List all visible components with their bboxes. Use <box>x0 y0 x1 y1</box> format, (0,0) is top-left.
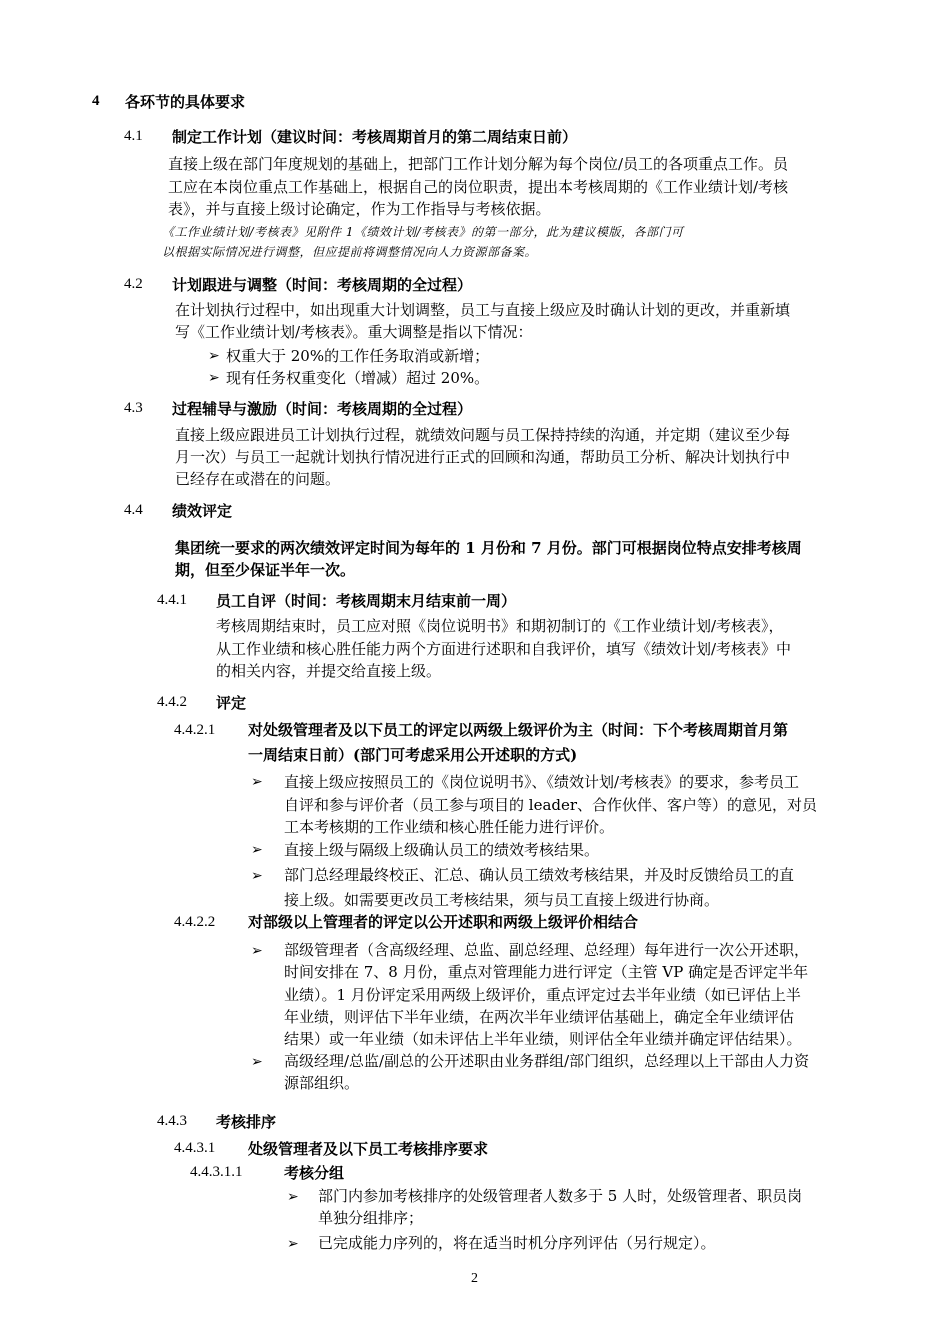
section-4-4-2-2-bullet-line: 结果）或一年业绩（如未评估上半年业绩，则评估全年业绩并确定评估结果）。 <box>284 1030 802 1048</box>
bullet-arrow-icon: ➢ <box>287 1189 299 1205</box>
section-4-1-note-line: 以根据实际情况进行调整，但应提前将调整情况向人力资源部备案。 <box>162 245 538 259</box>
section-4-4-2-2-bullet-line: 时间安排在 7、8 月份，重点对管理能力进行评定（主管 VP 确定是否评定半年 <box>284 963 809 981</box>
section-4-4-number: 4.4 <box>124 502 143 518</box>
section-4-4-1-title: 员工自评（时间：考核周期末月结束前一周） <box>216 592 517 610</box>
section-4-2-bullet: 现有任务权重变化（增减）超过 20%。 <box>226 369 490 387</box>
section-4-4-2-1-title-line: 对处级管理者及以下员工的评定以两级上级评价为主（时间：下个考核周期首月第 <box>248 721 789 739</box>
bullet-arrow-icon: ➢ <box>251 842 263 858</box>
bullet-arrow-icon: ➢ <box>251 868 263 884</box>
section-4-4-bold-line: 期，但至少保证半年一次。 <box>175 561 356 579</box>
section-4-1-title: 制定工作计划（建议时间：考核周期首月的第二周结束日前） <box>172 128 578 146</box>
bullet-arrow-icon: ➢ <box>251 774 263 790</box>
section-4-4-2-1-bullet-line: 接上级。如需要更改员工考核结果，须与员工直接上级进行协商。 <box>284 891 720 909</box>
section-4-title: 各环节的具体要求 <box>125 93 246 111</box>
section-4-4-3-1-title: 处级管理者及以下员工考核排序要求 <box>248 1140 489 1158</box>
section-4-4-title: 绩效评定 <box>172 502 233 520</box>
section-4-4-1-para-line: 从工作业绩和核心胜任能力两个方面进行述职和自我评价，填写《绩效计划/考核表》中 <box>216 640 792 658</box>
section-4-number: 4 <box>92 93 100 109</box>
section-4-4-2-1-title-line: 一周结束日前）(部门可考虑采用公开述职的方式) <box>248 746 578 764</box>
section-4-1-para-line: 表》，并与直接上级讨论确定，作为工作指导与考核依据。 <box>168 200 551 218</box>
section-4-4-3-number: 4.4.3 <box>157 1113 187 1129</box>
section-4-2-bullet: 权重大于 20%的工作任务取消或新增； <box>226 347 490 365</box>
bullet-arrow-icon: ➢ <box>251 943 263 959</box>
section-4-4-1-number: 4.4.1 <box>157 592 187 608</box>
section-4-2-para-line: 写《工作业绩计划/考核表》。重大调整是指以下情况： <box>175 323 533 341</box>
section-4-2-para-line: 在计划执行过程中，如出现重大计划调整，员工与直接上级应及时确认计划的更改，并重新填 <box>175 301 791 319</box>
section-4-4-3-1-1-bullet-line: 单独分组排序； <box>318 1209 424 1227</box>
section-4-3-para-line: 月一次）与员工一起就计划执行情况进行正式的回顾和沟通，帮助员工分析、解决计划执行中 <box>175 448 791 466</box>
section-4-4-2-title: 评定 <box>216 694 247 712</box>
section-4-4-2-2-title: 对部级以上管理者的评定以公开述职和两级上级评价相结合 <box>248 913 639 931</box>
section-4-4-3-1-1-bullet-line: 已完成能力序列的，将在适当时机分序列评估（另行规定）。 <box>318 1234 716 1252</box>
section-4-4-2-2-bullet-line: 业绩）。1 月份评定采用两级上级评价，重点评定过去半年业绩（如已评估上半 <box>284 986 801 1004</box>
section-4-4-2-1-bullet-line: 工本考核期的工作业绩和核心胜任能力进行评价。 <box>284 818 615 836</box>
section-4-4-2-1-bullet-line: 直接上级应按照员工的《岗位说明书》、《绩效计划/考核表》的要求，参考员工 <box>284 773 800 791</box>
section-4-4-2-1-bullet-line: 部门总经理最终校正、汇总、确认员工绩效考核结果，并及时反馈给员工的直 <box>284 866 795 884</box>
section-4-2-number: 4.2 <box>124 276 143 292</box>
section-4-1-para-line: 直接上级在部门年度规划的基础上，把部门工作计划分解为每个岗位/员工的各项重点工作。员 <box>168 155 789 173</box>
bullet-arrow-icon: ➢ <box>251 1054 263 1070</box>
section-4-4-3-1-number: 4.4.3.1 <box>174 1140 216 1156</box>
section-4-4-3-1-1-bullet-line: 部门内参加考核排序的处级管理者人数多于 5 人时，处级管理者、职员岗 <box>318 1187 803 1205</box>
page-number: 2 <box>471 1271 478 1286</box>
section-4-4-2-1-bullet-line: 自评和参与评价者（员工参与项目的 leader、合作伙伴、客户等）的意见，对员 <box>284 796 818 814</box>
bullet-arrow-icon: ➢ <box>208 348 220 364</box>
section-4-4-bold-line: 集团统一要求的两次绩效评定时间为每年的 1 月份和 7 月份。部门可根据岗位特点安排考核周 <box>175 539 802 557</box>
section-4-4-2-2-bullet-line: 部级管理者（含高级经理、总监、副总经理、总经理）每年进行一次公开述职， <box>284 941 810 959</box>
section-4-4-2-2-bullet-line: 年业绩，则评估下半年业绩，在两次半年业绩评估基础上，确定全年业绩评估 <box>284 1008 795 1026</box>
section-4-1-para-line: 工应在本岗位重点工作基础上，根据自己的岗位职责，提出本考核周期的《工作业绩计划/考核 <box>168 178 789 196</box>
section-4-4-3-1-1-number: 4.4.3.1.1 <box>190 1164 243 1180</box>
section-4-4-2-1-bullet-line: 直接上级与隔级上级确认员工的绩效考核结果。 <box>284 841 600 859</box>
section-4-1-number: 4.1 <box>124 128 143 144</box>
section-4-4-2-2-number: 4.4.2.2 <box>174 914 216 930</box>
bullet-arrow-icon: ➢ <box>208 370 220 386</box>
section-4-4-2-2-bullet-line: 高级经理/总监/副总的公开述职由业务群组/部门组织，总经理以上干部由人力资 <box>284 1052 810 1070</box>
section-4-4-3-title: 考核排序 <box>216 1113 277 1131</box>
section-4-3-title: 过程辅导与激励（时间：考核周期的全过程） <box>172 400 473 418</box>
section-4-4-1-para-line: 考核周期结束时，员工应对照《岗位说明书》和期初制订的《工作业绩计划/考核表》， <box>216 617 784 635</box>
section-4-1-note-line: 《工作业绩计划/考核表》见附件 1《绩效计划/考核表》的第一部分，此为建议模版，各部门可 <box>162 225 684 239</box>
bullet-arrow-icon: ➢ <box>287 1236 299 1252</box>
section-4-4-1-para-line: 的相关内容，并提交给直接上级。 <box>216 662 442 680</box>
section-4-4-2-2-bullet-line: 源部组织。 <box>284 1074 360 1092</box>
section-4-3-para-line: 已经存在或潜在的问题。 <box>175 470 341 488</box>
section-4-3-number: 4.3 <box>124 400 143 416</box>
section-4-4-2-1-number: 4.4.2.1 <box>174 722 216 738</box>
section-4-3-para-line: 直接上级应跟进员工计划执行过程，就绩效问题与员工保持持续的沟通，并定期（建议至少每 <box>175 426 791 444</box>
section-4-4-2-number: 4.4.2 <box>157 694 187 710</box>
section-4-4-3-1-1-title: 考核分组 <box>284 1164 345 1182</box>
section-4-2-title: 计划跟进与调整（时间：考核周期的全过程） <box>172 276 473 294</box>
